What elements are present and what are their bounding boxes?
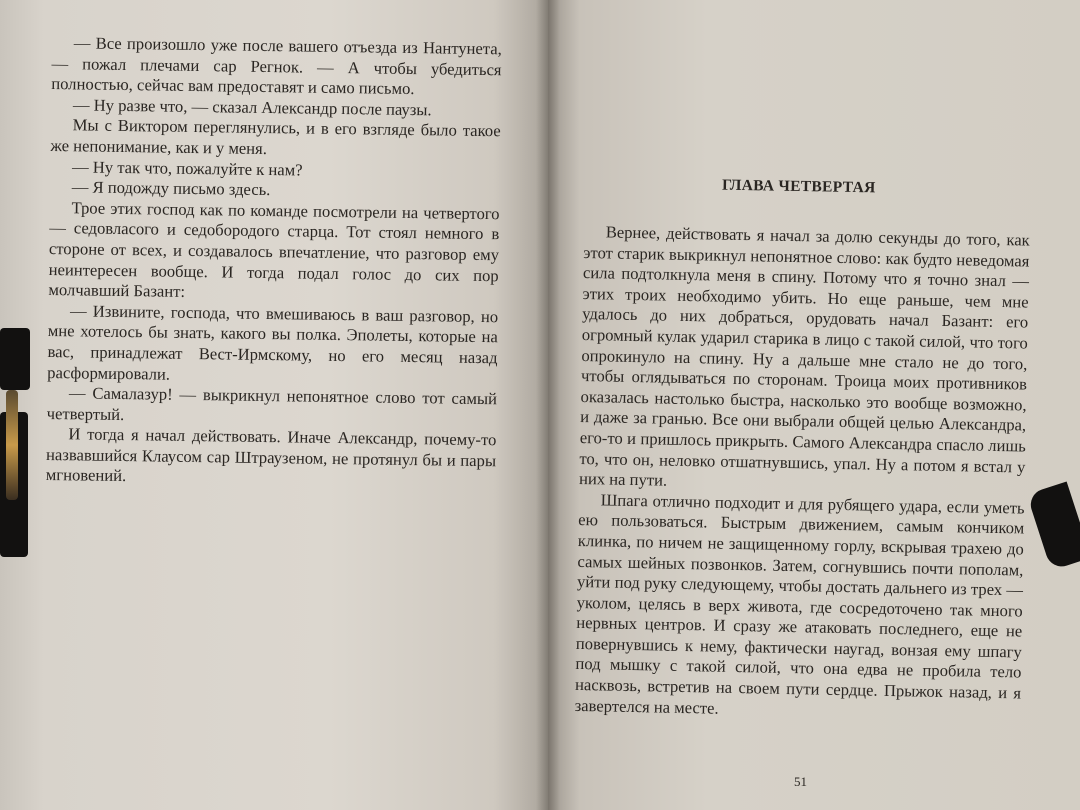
left-page-text (46, 33, 502, 492)
left-paragraph-1: — Все произошло уже после вашего отъезда из Нантунета, — пожал плечами сар Регнок. — А чтобы убедиться полностью, сейчас вам предоставят и само письмо. (51, 33, 502, 99)
right-paragraph-1: Вернее, действовать я начал за долю секунды до того, как этот старик выкрикнул непонятное слово: как будто неведомая сила подтолкнула меня в спину. Потому что я точно знал — этих троих необходимо убить. Но еще раньше, чем мне удалось до них добраться, орудовать начал Базант: его огромный кулак ударил старика в лицо с такой силой, что того опрокинуло на спину. Ну а дальше мне стало не до того, чтобы оглядываться по сторонам. Троица моих противников оказалась настолько быстра, насколько это вообще возможно, и даже за гранью. Все они выбрали общей целью Александра, его-то и пришлось прикрыть. Самого Александра спасло лишь то, что он, неловко отшатнувшись, упал. Ну а потом я встал у них на пути. (578, 222, 1030, 490)
chapter-title: ГЛАВА ЧЕТВЕРТАЯ (721, 176, 876, 197)
left-paragraph-6: Трое этих господ как по команде посмотрели на четвертого — седовласого и седобородого старца. Тот стоял немного в стороне от всех, и создавалось впечатление, что разговор ему неинтересен вообще. И тогда подал голос до сих пор молчавший Базант: (48, 198, 500, 302)
left-paragraph-9: И тогда я начал действовать. Иначе Александр, почему-то назвавшийся Клаусом сар Штраузеном, не протянул бы и пары мгновений. (45, 424, 497, 486)
right-page-text (575, 222, 1030, 725)
right-paragraph-2: Шпага отлично подходит и для рубящего удара, если уметь ею пользоваться. Быстрым движением, самым кончиком клинка, по ничем не защищенному горлу, вскрывая трахею до самых шейных позвонков. Затем, согнувшись почти пополам, уйти под руку следующему, чтобы достать дальнего из трех — уколом, целясь в верх живота, где сосредоточено так много нервных центров. И сразу же атаковать последнего, еще не повернувшись к нему, фактически наугад, вонзая ему шпагу под мышку с такой силой, что она едва не пробила тело насквозь, встретив на своем пути сердце. Прыжок назад, и я завертелся на месте. (574, 490, 1025, 718)
left-paragraph-8: — Самалазур! — выкрикнул непонятное слово тот самый четвертый. (46, 383, 498, 424)
left-paragraph-5: — Я подожду письмо здесь. (71, 177, 271, 200)
left-paragraph-2: — Ну разве что, — сказал Александр после паузы. (72, 95, 432, 120)
bookmark-shine (6, 390, 18, 500)
left-paragraph-3: Мы с Виктором переглянулись, и в его взгляде было такое же непонимание, как и у меня. (50, 115, 501, 158)
page-number: 51 (794, 774, 807, 789)
book-gutter (536, 0, 560, 810)
bookmark-clip-top (0, 328, 30, 390)
left-paragraph-7: — Извините, господа, что вмешиваюсь в ваш разговор, но мне хотелось бы знать, какого вы полка. Эполеты, которые на вас, принадлежат Вест-Ирмскому, но его месяц назад расформировали. (47, 300, 499, 384)
right-page (548, 0, 1080, 810)
left-paragraph-4: — Ну так что, пожалуйте к нам? (72, 156, 303, 180)
